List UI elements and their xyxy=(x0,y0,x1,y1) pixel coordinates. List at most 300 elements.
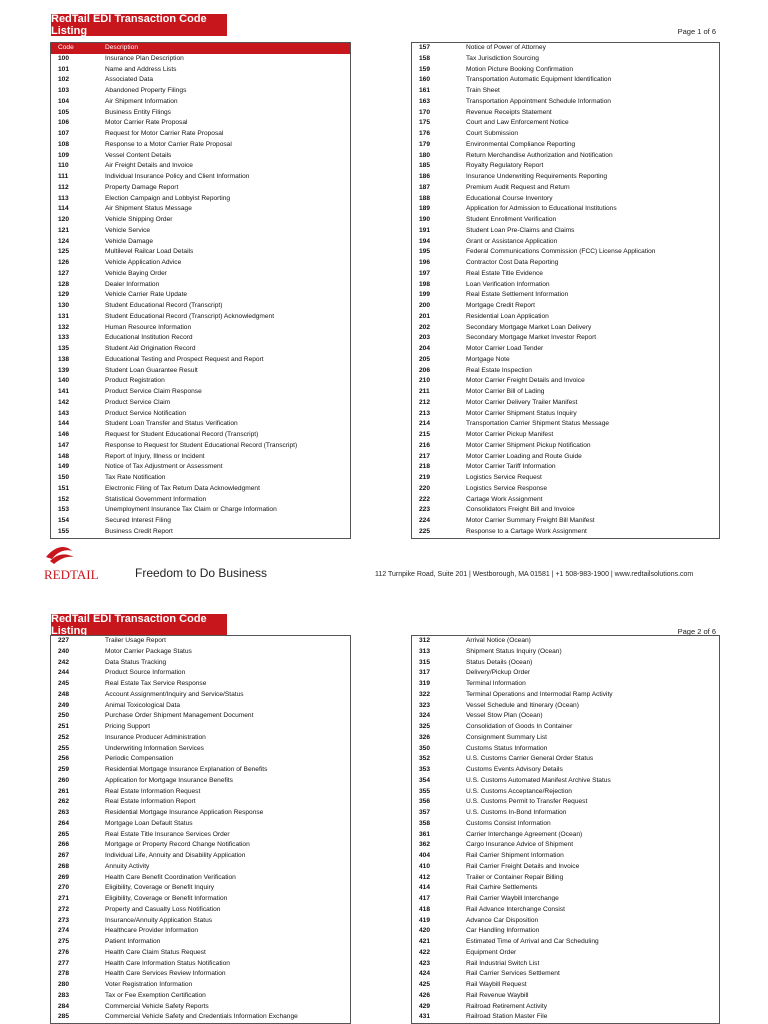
transaction-code: 265 xyxy=(58,830,70,838)
transaction-code: 127 xyxy=(58,269,70,277)
transaction-code: 268 xyxy=(58,862,70,870)
transaction-code: 273 xyxy=(58,916,70,924)
table-row xyxy=(412,873,719,884)
transaction-description: Terminal Information xyxy=(466,680,526,687)
transaction-code: 153 xyxy=(58,506,70,514)
transaction-code: 225 xyxy=(419,527,431,535)
transaction-code: 216 xyxy=(419,441,431,449)
table-row xyxy=(51,701,350,712)
transaction-code: 277 xyxy=(58,959,70,967)
table-row xyxy=(51,409,350,420)
transaction-description: Commercial Vehicle Safety Reports xyxy=(105,1002,209,1010)
table-row xyxy=(51,108,350,119)
transaction-description: Loan Verification Information xyxy=(466,280,550,288)
transaction-code: 244 xyxy=(58,669,70,677)
transaction-code: 140 xyxy=(58,377,70,385)
transaction-description: Carrier Interchange Agreement (Ocean) xyxy=(466,830,583,838)
transaction-description: Air Shipment Status Message xyxy=(105,205,192,213)
transaction-code: 200 xyxy=(419,302,431,309)
page-footer xyxy=(44,543,724,583)
table-row xyxy=(51,226,350,237)
transaction-code: 280 xyxy=(58,981,70,988)
table-row xyxy=(412,797,719,808)
table-row xyxy=(412,86,719,97)
transaction-code: 352 xyxy=(419,755,431,763)
transaction-code: 271 xyxy=(58,895,70,902)
table-row xyxy=(412,323,719,334)
table-row xyxy=(51,991,350,1002)
transaction-description: Pricing Support xyxy=(105,723,151,730)
transaction-description: Annuity Activity xyxy=(105,862,150,870)
transaction-description: Real Estate Title Evidence xyxy=(466,269,543,277)
table-row xyxy=(51,733,350,744)
table-row xyxy=(412,204,719,215)
transaction-code: 202 xyxy=(419,323,431,331)
transaction-code: 150 xyxy=(58,474,70,481)
transaction-code: 149 xyxy=(58,463,70,471)
table-row xyxy=(51,787,350,798)
table-row xyxy=(51,505,350,516)
transaction-code: 312 xyxy=(419,637,431,644)
table-row xyxy=(412,905,719,916)
table-row xyxy=(51,722,350,733)
transaction-code: 272 xyxy=(58,905,70,913)
transaction-description: Motor Carrier Bill of Lading xyxy=(466,388,545,395)
table-row xyxy=(51,690,350,701)
transaction-code: 203 xyxy=(419,334,431,342)
transaction-description: Rail Advance Interchange Consist xyxy=(466,905,565,913)
table-row xyxy=(412,668,719,679)
table-row xyxy=(412,980,719,991)
transaction-code: 251 xyxy=(58,723,70,730)
transaction-description: Periodic Compensation xyxy=(105,755,174,763)
table-row xyxy=(412,819,719,830)
table-row xyxy=(51,376,350,387)
transaction-description: Human Resource Information xyxy=(105,323,192,331)
transaction-description: Product Service Claim Response xyxy=(105,388,202,395)
transaction-code: 266 xyxy=(58,841,70,849)
table-row xyxy=(51,819,350,830)
transaction-description: Motor Carrier Delivery Trailer Manifest xyxy=(466,398,578,406)
transaction-code: 130 xyxy=(58,302,70,309)
transaction-code: 284 xyxy=(58,1002,70,1010)
transaction-description: Transportation Appointment Schedule Information xyxy=(466,97,611,105)
transaction-code: 185 xyxy=(419,162,431,170)
table-row xyxy=(51,754,350,765)
table-row xyxy=(412,376,719,387)
table-row xyxy=(51,430,350,441)
transaction-code: 144 xyxy=(58,420,70,428)
transaction-code: 358 xyxy=(419,819,431,827)
table-row xyxy=(51,194,350,205)
table-row xyxy=(412,894,719,905)
transaction-code: 101 xyxy=(58,65,70,73)
table-row xyxy=(51,484,350,495)
table-row xyxy=(412,711,719,722)
table-row xyxy=(51,183,350,194)
transaction-description: Voter Registration Information xyxy=(105,981,193,988)
table-row xyxy=(412,1002,719,1013)
transaction-description: Return Merchandise Authorization and Notification xyxy=(466,151,613,159)
transaction-code: 263 xyxy=(58,809,70,816)
transaction-description: Terminal Operations and Intermodal Ramp Activity xyxy=(466,690,613,698)
transaction-code: 102 xyxy=(58,76,70,84)
table-row xyxy=(412,108,719,119)
table-row xyxy=(51,937,350,948)
table-row xyxy=(412,787,719,798)
transaction-description: Car Handling Information xyxy=(466,927,540,935)
table-row xyxy=(412,247,719,258)
transaction-code: 186 xyxy=(419,173,431,180)
transaction-description: Status Details (Ocean) xyxy=(466,658,533,666)
table-row xyxy=(412,366,719,377)
transaction-code: 131 xyxy=(58,312,70,320)
redtail-logo xyxy=(44,543,124,583)
table-row xyxy=(51,797,350,808)
transaction-code: 160 xyxy=(419,76,431,84)
transaction-code: 138 xyxy=(58,355,70,363)
transaction-code: 107 xyxy=(58,130,70,137)
transaction-description: U.S. Customs In-Bond Information xyxy=(466,809,567,816)
transaction-description: Motor Carrier Shipment Pickup Notification xyxy=(466,441,591,449)
table-row xyxy=(412,830,719,841)
transaction-code: 325 xyxy=(419,723,431,730)
transaction-description: Tax or Fee Exemption Certification xyxy=(105,991,206,999)
table-row xyxy=(51,744,350,755)
transaction-description: Response to a Cartage Work Assignment xyxy=(466,527,587,535)
transaction-code: 356 xyxy=(419,798,431,806)
table-row xyxy=(412,851,719,862)
transaction-description: Motor Carrier Shipment Status Inquiry xyxy=(466,409,577,417)
table-row xyxy=(51,247,350,258)
transaction-code: 421 xyxy=(419,938,431,945)
transaction-code: 170 xyxy=(419,108,431,116)
table-row xyxy=(412,722,719,733)
transaction-description: Secondary Mortgage Market Loan Delivery xyxy=(466,323,592,331)
table-row xyxy=(51,495,350,506)
transaction-code: 152 xyxy=(58,495,70,503)
transaction-description: Real Estate Settlement Information xyxy=(466,291,569,299)
transaction-description: Rail Carhire Settlements xyxy=(466,884,538,892)
transaction-description: Air Freight Details and Invoice xyxy=(105,162,193,170)
transaction-code: 179 xyxy=(419,140,431,148)
transaction-code: 259 xyxy=(58,766,70,773)
table-row xyxy=(412,808,719,819)
table-row xyxy=(412,129,719,140)
transaction-description: Individual Insurance Policy and Client Information xyxy=(105,173,250,180)
transaction-description: Abandoned Property Filings xyxy=(105,87,187,94)
transaction-code: 135 xyxy=(58,345,70,352)
transaction-description: Response to a Motor Carrier Rate Proposal xyxy=(105,140,232,148)
transaction-code: 417 xyxy=(419,895,431,902)
transaction-description: Shipment Status Inquiry (Ocean) xyxy=(466,647,562,655)
transaction-code: 269 xyxy=(58,873,70,881)
table-row xyxy=(51,636,350,647)
table-row xyxy=(412,312,719,323)
transaction-description: Vehicle Baying Order xyxy=(105,269,167,277)
transaction-code: 267 xyxy=(58,852,70,859)
transaction-code: 423 xyxy=(419,959,431,967)
transaction-description: Insurance Plan Description xyxy=(105,54,184,62)
table-row xyxy=(412,118,719,129)
table-row xyxy=(51,204,350,215)
table-row xyxy=(412,733,719,744)
table-row xyxy=(51,658,350,669)
transaction-description: Health Care Benefit Coordination Verification xyxy=(105,873,236,881)
transaction-code: 100 xyxy=(58,54,70,62)
transaction-description: Motor Carrier Load Tender xyxy=(466,345,544,352)
transaction-description: Advance Car Disposition xyxy=(466,916,539,924)
transaction-code: 412 xyxy=(419,873,431,881)
transaction-code: 217 xyxy=(419,452,431,460)
table-row xyxy=(412,280,719,291)
table-row xyxy=(412,926,719,937)
transaction-code: 194 xyxy=(419,237,431,245)
table-row xyxy=(412,269,719,280)
table-row xyxy=(51,419,350,430)
transaction-description: U.S. Customs Automated Manifest Archive Status xyxy=(466,776,611,784)
table-row xyxy=(412,258,719,269)
table-row xyxy=(51,355,350,366)
transaction-description: Eligibility, Coverage or Benefit Inquiry xyxy=(105,884,215,892)
transaction-code: 147 xyxy=(58,441,70,449)
transaction-code: 175 xyxy=(419,119,431,127)
transaction-code: 215 xyxy=(419,431,431,438)
transaction-description: Unemployment Insurance Tax Claim or Charge Information xyxy=(105,506,277,514)
table-row xyxy=(412,452,719,463)
table-row xyxy=(51,129,350,140)
table-row xyxy=(412,226,719,237)
transaction-description: Dealer Information xyxy=(105,280,160,288)
tagline: Freedom to Do Business xyxy=(135,566,268,580)
transaction-code: 204 xyxy=(419,345,431,352)
table-row xyxy=(412,754,719,765)
table-row xyxy=(412,840,719,851)
transaction-code: 157 xyxy=(419,44,431,51)
transaction-code: 404 xyxy=(419,852,431,859)
table-row xyxy=(412,161,719,172)
transaction-description: Individual Life, Annuity and Disability Application xyxy=(105,852,246,859)
transaction-description: Property and Casualty Loss Notification xyxy=(105,905,221,913)
transaction-description: Railroad Station Master File xyxy=(466,1013,548,1021)
transaction-description: Health Care Information Status Notification xyxy=(105,959,230,967)
transaction-description: Insurance/Annuity Application Status xyxy=(105,916,213,924)
table-row xyxy=(412,462,719,473)
transaction-code: 213 xyxy=(419,409,431,417)
transaction-description: Student Loan Transfer and Status Verification xyxy=(105,420,238,428)
table-row xyxy=(51,366,350,377)
transaction-code: 317 xyxy=(419,669,431,677)
transaction-description: Consolidators Freight Bill and Invoice xyxy=(466,506,575,514)
transaction-description: Educational Institution Record xyxy=(105,334,193,342)
table-row xyxy=(412,333,719,344)
transaction-description: Tax Jurisdiction Sourcing xyxy=(466,54,539,62)
transaction-description: Underwriting Information Services xyxy=(105,744,204,752)
table-row xyxy=(51,441,350,452)
table-row xyxy=(412,344,719,355)
transaction-code: 426 xyxy=(419,991,431,999)
table-row xyxy=(412,183,719,194)
transaction-code: 256 xyxy=(58,755,70,763)
table-row xyxy=(412,969,719,980)
transaction-description: Product Service Notification xyxy=(105,409,186,417)
transaction-description: Real Estate Title Insurance Services Order xyxy=(105,830,230,838)
transaction-description: Request for Motor Carrier Rate Proposal xyxy=(105,130,224,137)
table-row xyxy=(412,140,719,151)
transaction-code: 195 xyxy=(419,248,431,256)
transaction-code: 323 xyxy=(419,701,431,709)
transaction-code: 353 xyxy=(419,766,431,773)
transaction-code: 283 xyxy=(58,991,70,999)
table-row xyxy=(51,808,350,819)
transaction-code: 326 xyxy=(419,733,431,741)
transaction-description: Health Care Claim Status Request xyxy=(105,948,206,956)
transaction-code: 120 xyxy=(58,216,70,223)
table-row xyxy=(412,409,719,420)
transaction-description: Product Registration xyxy=(105,377,165,385)
transaction-description: Healthcare Provider Information xyxy=(105,927,199,935)
transaction-description: Customs Status Information xyxy=(466,744,548,752)
transaction-description: Court and Law Enforcement Notice xyxy=(466,119,569,127)
transaction-code: 201 xyxy=(419,312,431,320)
transaction-code: 125 xyxy=(58,248,70,256)
transaction-code: 105 xyxy=(58,108,70,116)
transaction-description: Cargo Insurance Advice of Shipment xyxy=(466,841,574,849)
transaction-code: 219 xyxy=(419,474,431,481)
transaction-code: 274 xyxy=(58,927,70,935)
transaction-code: 245 xyxy=(58,680,70,687)
transaction-description: Vehicle Carrier Rate Update xyxy=(105,291,188,299)
transaction-description: Cartage Work Assignment xyxy=(466,495,543,503)
table-row xyxy=(51,237,350,248)
transaction-description: Rail Carrier Freight Details and Invoice xyxy=(466,862,580,870)
transaction-code: 313 xyxy=(419,647,431,655)
transaction-code: 187 xyxy=(419,183,431,191)
table-row xyxy=(412,97,719,108)
transaction-description: Equipment Order xyxy=(466,948,517,956)
transaction-code: 196 xyxy=(419,259,431,266)
transaction-code: 151 xyxy=(58,484,70,492)
transaction-description: Train Sheet xyxy=(466,87,500,94)
table-row xyxy=(412,776,719,787)
transaction-description: Student Educational Record (Transcript) Acknowledgment xyxy=(105,312,275,320)
transaction-description: Mortgage or Property Record Change Notification xyxy=(105,841,250,849)
table-row xyxy=(51,269,350,280)
transaction-description: Notice of Tax Adjustment or Assessment xyxy=(105,463,223,471)
transaction-code: 128 xyxy=(58,280,70,288)
transaction-description: Rail Carrier Waybill Interchange xyxy=(466,895,559,902)
table-row xyxy=(412,301,719,312)
table-row xyxy=(412,690,719,701)
transaction-description: Transportation Carrier Shipment Status Message xyxy=(466,420,610,428)
code-column-header: Code xyxy=(58,44,74,51)
table-row xyxy=(412,862,719,873)
transaction-description: Electronic Filing of Tax Return Data Acknowledgment xyxy=(105,484,260,492)
code-table-left xyxy=(50,635,351,1024)
transaction-code: 111 xyxy=(58,173,69,180)
table-row xyxy=(412,916,719,927)
transaction-code: 103 xyxy=(58,87,70,94)
transaction-code: 139 xyxy=(58,366,70,374)
table-row xyxy=(51,711,350,722)
transaction-description: Court Submission xyxy=(466,130,519,137)
transaction-code: 211 xyxy=(419,388,430,395)
transaction-description: Residential Loan Application xyxy=(466,312,549,320)
table-row xyxy=(51,54,350,65)
transaction-code: 223 xyxy=(419,506,431,514)
transaction-description: Tax Rate Notification xyxy=(105,474,166,481)
table-row xyxy=(51,312,350,323)
transaction-code: 113 xyxy=(58,194,69,202)
table-row xyxy=(51,215,350,226)
table-row xyxy=(51,290,350,301)
table-row xyxy=(412,883,719,894)
transaction-description: Student Loan Pre-Claims and Claims xyxy=(466,226,575,234)
transaction-description: Transportation Automatic Equipment Identification xyxy=(466,76,612,84)
transaction-code: 250 xyxy=(58,712,70,720)
transaction-description: Eligibility, Coverage or Benefit Information xyxy=(105,895,228,902)
table-row xyxy=(412,647,719,658)
table-row xyxy=(412,948,719,959)
transaction-description: Mortgage Loan Default Status xyxy=(105,819,193,827)
transaction-description: Real Estate Inspection xyxy=(466,366,532,374)
transaction-description: Vehicle Shipping Order xyxy=(105,216,173,223)
table-row xyxy=(51,830,350,841)
table-row xyxy=(412,419,719,430)
transaction-description: Commercial Vehicle Safety and Credentials Information Exchange xyxy=(105,1013,298,1021)
transaction-description: Rail Industrial Switch List xyxy=(466,959,540,967)
transaction-description: Premium Audit Request and Return xyxy=(466,183,570,191)
table-row xyxy=(412,387,719,398)
transaction-code: 141 xyxy=(58,388,70,395)
transaction-code: 110 xyxy=(58,162,69,170)
transaction-description: Motor Carrier Freight Details and Invoice xyxy=(466,377,585,385)
transaction-code: 205 xyxy=(419,355,431,363)
transaction-description: Request for Student Educational Record (Transcript) xyxy=(105,431,259,438)
table-row xyxy=(51,926,350,937)
transaction-description: Student Enrollment Verification xyxy=(466,216,557,223)
transaction-code: 218 xyxy=(419,463,431,471)
transaction-code: 324 xyxy=(419,712,431,720)
transaction-description: Motor Carrier Summary Freight Bill Manifest xyxy=(466,517,595,524)
transaction-code: 146 xyxy=(58,431,70,438)
table-row xyxy=(412,290,719,301)
transaction-description: Logistics Service Request xyxy=(466,474,542,481)
transaction-description: Application for Mortgage Insurance Benefits xyxy=(105,776,233,784)
table-row xyxy=(51,840,350,851)
transaction-description: Student Educational Record (Transcript) xyxy=(105,302,223,309)
transaction-code: 104 xyxy=(58,97,70,105)
table-row xyxy=(51,948,350,959)
table-row xyxy=(51,883,350,894)
table-row xyxy=(412,765,719,776)
transaction-code: 319 xyxy=(419,680,431,687)
transaction-description: Motor Carrier Tariff Information xyxy=(466,463,556,471)
transaction-description: Secondary Mortgage Market Investor Report xyxy=(466,334,597,342)
transaction-description: Vessel Schedule and Itinerary (Ocean) xyxy=(466,701,579,709)
transaction-description: Motor Carrier Package Status xyxy=(105,647,192,655)
transaction-code: 143 xyxy=(58,409,70,417)
transaction-code: 361 xyxy=(419,830,431,838)
table-row xyxy=(412,959,719,970)
table-row xyxy=(51,462,350,473)
transaction-description: Real Estate Information Request xyxy=(105,787,201,795)
transaction-description: Vehicle Service xyxy=(105,226,151,234)
transaction-code: 362 xyxy=(419,841,431,849)
transaction-description: U.S. Customs Permit to Transfer Request xyxy=(466,798,588,806)
transaction-description: Mortgage Credit Report xyxy=(466,302,535,309)
transaction-description: Logistics Service Response xyxy=(466,484,547,492)
